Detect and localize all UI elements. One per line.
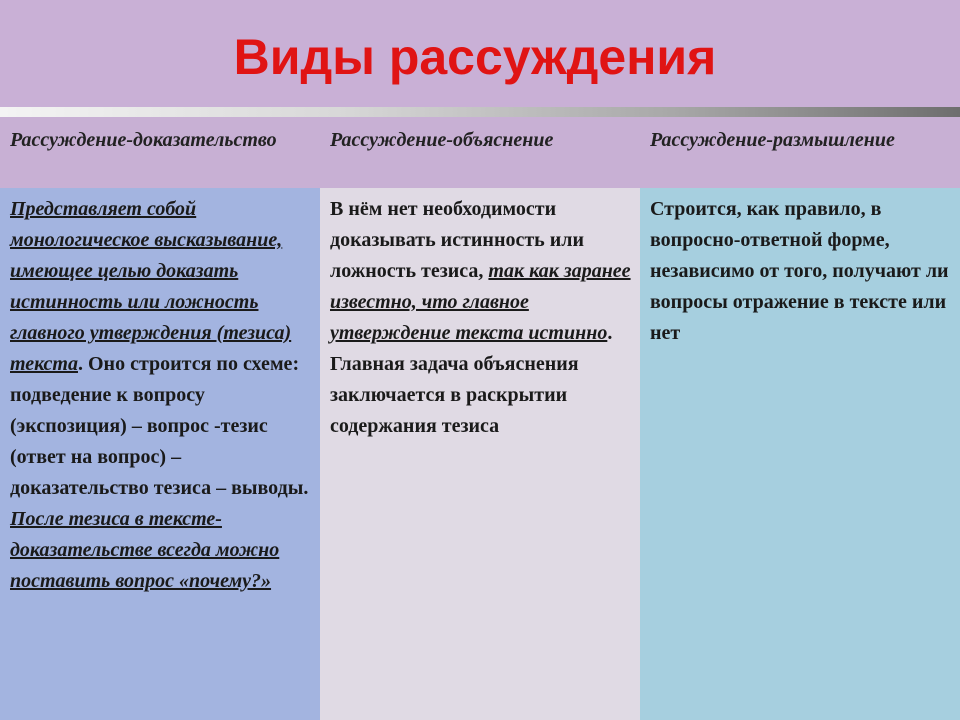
proof-question-note: После тезиса в тексте-доказательстве всегда можно поставить вопрос «почему?» <box>10 508 280 592</box>
reflection-text: Строится, как правило, в вопросно-ответной форме, независимо от того, получают ли вопросы отражение в тексте или нет <box>650 198 949 344</box>
explanation-intro: В нём нет необходимости доказывать истинность или ложность тезиса, <box>330 198 585 282</box>
table-header-row <box>0 117 960 188</box>
column-explanation <box>320 188 640 720</box>
proof-text <box>10 194 312 597</box>
explanation-reason: так как заранее известно, что главное утверждение текста истинно <box>330 260 631 344</box>
proof-scheme: . Оно строится по схеме: подведение к вопросу (экспозиция) – вопрос -тезис (ответ на вопрос) – доказательство тезиса – выводы. <box>10 353 309 499</box>
header-explanation: Рассуждение-объяснение <box>330 129 554 151</box>
title-bar <box>0 0 960 110</box>
column-reflection <box>640 188 960 720</box>
column-proof <box>0 188 320 720</box>
comparison-table <box>0 117 960 720</box>
title-divider <box>0 107 960 117</box>
proof-definition: Представляет собой монологическое высказывание, имеющее целью доказать истинность или ложность главного утверждения (тезиса) текста <box>10 198 292 375</box>
header-proof: Рассуждение-доказательство <box>10 129 277 151</box>
explanation-text <box>330 194 636 442</box>
explanation-task: . Главная задача объяснения заключается в раскрытии содержания тезиса <box>330 322 613 437</box>
header-reflection: Рассуждение-размышление <box>650 129 895 151</box>
slide-title: Виды рассуждения <box>233 29 717 85</box>
